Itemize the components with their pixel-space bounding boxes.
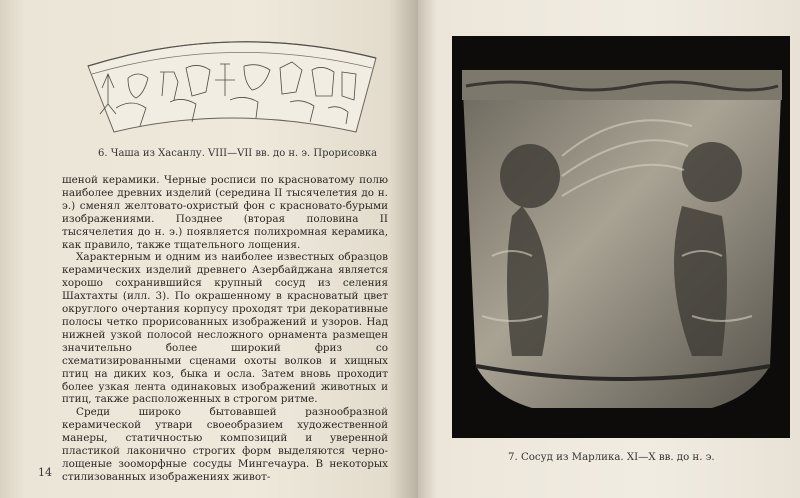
marlik-vessel-photo bbox=[452, 36, 790, 438]
body-text bbox=[62, 174, 388, 484]
figure-7-caption: 7. Сосуд из Марлика. XI—X вв. до н. э. bbox=[508, 452, 715, 463]
page-number: 14 bbox=[38, 466, 52, 479]
paragraph-3: Среди широко бытовавшей разнообразной керамической утвари своеобразием художественной манеры, статичностью композиций и уверенной пластикой лаконично строгих форм выделяются черно-лощеные зооморфные сосуды Мингечаура. В некоторых стилизованных изображениях живот- bbox=[62, 406, 388, 483]
paragraph-1: шеной керамики. Черные росписи по красноватому полю наиболее древних изделий (середина II тысячелетия до н. э.) сменял желтовато-охристый фон с красновато-бурыми изображениями. Позднее (вторая половина II тысячелетия до н. э.) появляется полихромная керамика, как правило, также тщательного лощения. bbox=[62, 174, 388, 251]
paragraph-2: Характерным и одним из наиболее известных образцов керамических изделий древнего Азербайджана является хорошо сохранившийся крупный сосуд из селения Шахтахты (илл. 3). По окрашенному в красноватый цвет округлого очертания корпусу проходят три декоративные полосы четко прорисованных изображений и узоров. Над нижней узкой полосой несложного орнамента размещен значительно более широкий фриз со схематизированными сценами охоты волков и хищных птиц на диких коз, быка и осла. Затем вновь проходит более узкая лента одинаковых изображений животных и птиц, также расположенных в строгом ритме. bbox=[62, 251, 388, 406]
figure-6-caption: 6. Чаша из Хасанлу. VIII—VII вв. до н. э. Прорисовка bbox=[98, 148, 378, 159]
bowl-drawing bbox=[80, 28, 380, 140]
